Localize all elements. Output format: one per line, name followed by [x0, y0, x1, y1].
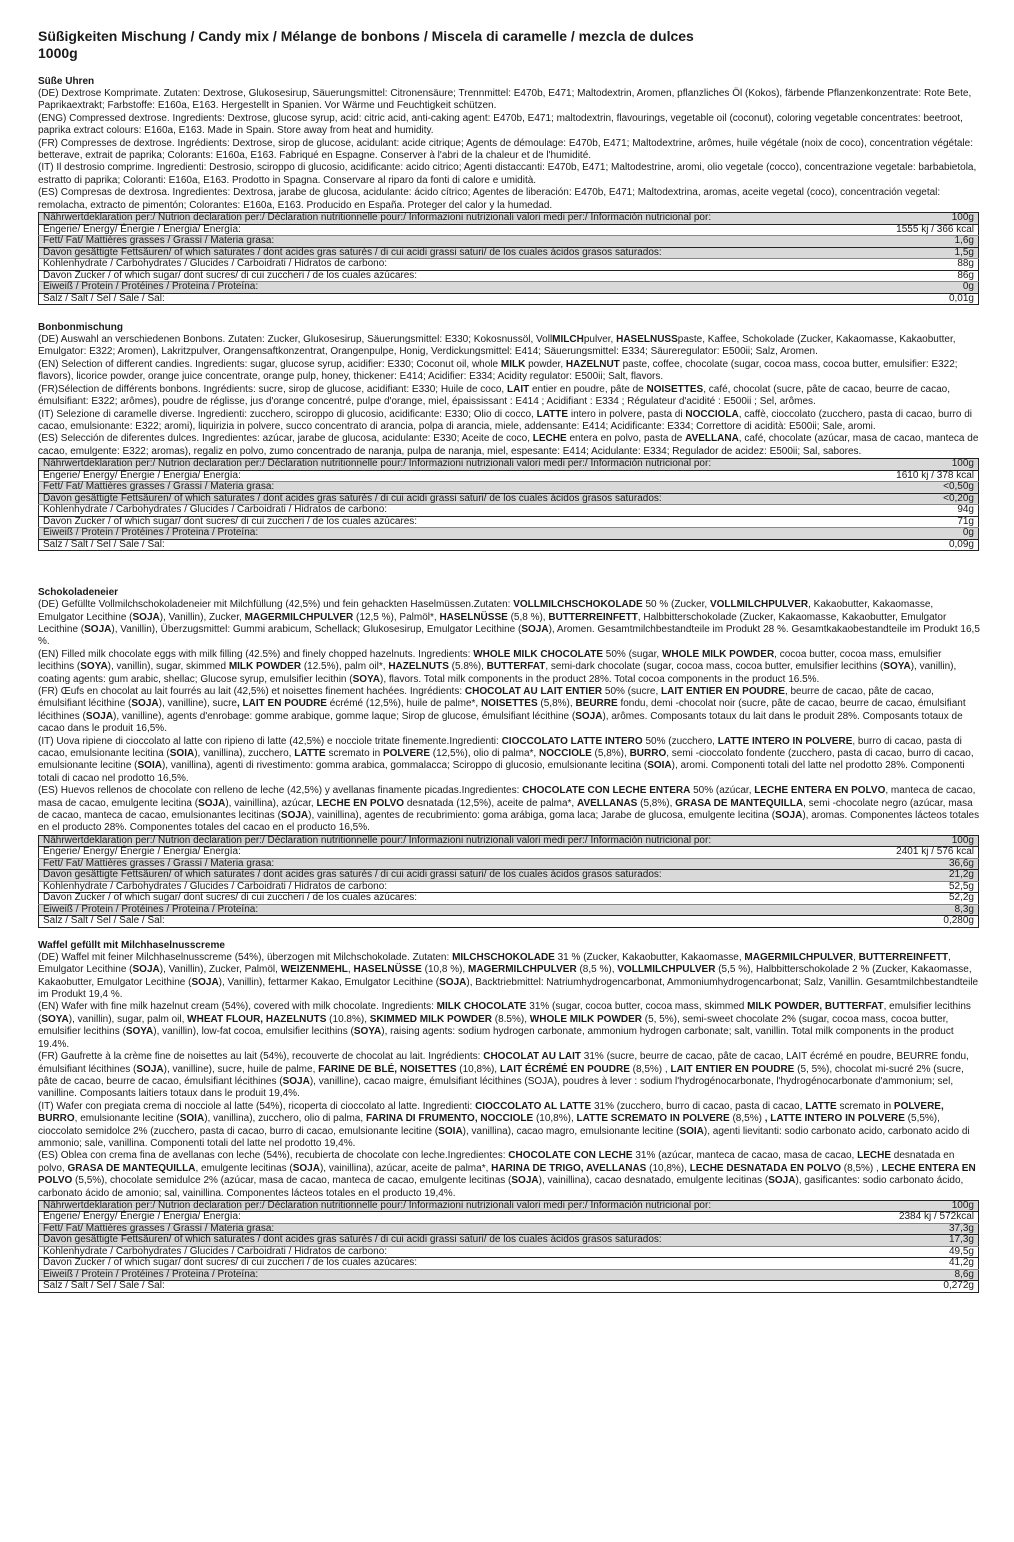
allergen-text: SOIA: [179, 1113, 205, 1125]
nutrition-value: 1,6g: [830, 236, 979, 248]
nutrition-label: Davon gesättigte Fettsäuren/ of which saturates / dont acides gras saturés / di cui acidi grassi saturi/ de los cuales ácidos grasos saturados:: [39, 1235, 831, 1247]
nutrition-label: Kohlenhydrate / Carbohydrates / Glucides / Carboidrati / Hidratos de carbono:: [39, 1246, 831, 1258]
allergen-text: FARINE DE BLÉ, NOISETTES: [318, 1063, 457, 1075]
nutrition-label: Engerie/ Energy/ Énergie / Energia/ Energía:: [39, 1212, 831, 1224]
allergen-text: BUTTERFAT: [486, 661, 546, 673]
allergen-text: FARINA DI FRUMENTO, NOCCIOLE: [365, 1113, 534, 1125]
nutrition-value: 100g: [830, 1200, 979, 1212]
allergen-text: MAGERMILCHPULVER: [467, 964, 577, 976]
fat-row: [39, 858, 979, 870]
saturated-fat-row: [39, 247, 979, 259]
allergen-text: BEURRE: [575, 698, 618, 710]
nutrition-label: Salz / Salt / Sel / Sale / Sal:: [43, 538, 165, 550]
ingredients-paragraph: (EN) Wafer with fine milk hazelnut cream (54%), covered with milk chocolate. Ingredients: MILK CHOCOLATE 31% (sugar, cocoa butter, cocoa mass, skimmed MILK POWDER, BUTTERFAT, emulsifier lecithins (SOYA), vanillin), sugar, palm oil, WHEAT FLOUR, HAZELNUTS (10.8%), SKIMMED MILK POWDER (8.5%), WHOLE MILK POWDER (5, 5%), semi-sweet chocolate 2% (sugar, cocoa mass, cocoa butter, emulsifier lecithins (SOYA), vanillin), low-fat cocoa, emulsifier lecithins (SOYA), raising agents: sodium hydrogen carbonate, ammonium hydrogen carbonate; salt, vanillin. Total milk components in the product 19.4%.: [38, 1001, 971, 1050]
allergen-text: CIOCCOLATO AL LATTE: [475, 1100, 592, 1112]
nutrition-label: Eiweiß / Protein / Protéines / Proteina / Proteína:: [39, 1269, 831, 1281]
fat-row: [39, 482, 979, 494]
allergen-text: SOJA: [280, 810, 309, 822]
nutrition-value: 8,3g: [830, 904, 979, 916]
ingredients-paragraph: (IT) Uova ripiene di cioccolato al latte con ripieno di latte (42,5%) e nocciole tritate finemente.Ingredienti: CIOCCOLATO LATTE INTERO 50% (zucchero, LATTE INTERO IN POLVERE, burro di cacao, pasta di cacao, emulsionante lecitina (SOIA), vanillina), zucchero, LATTE scremato in POLVERE (12,5%), olio di palma*, NOCCIOLE (5,8%), BURRO, semi -cioccolato fondente (zucchero, pasta di cacao, burro di cacao, emulsionante lecitine (SOIA), vanillina), agenti di rivestimento: gomma arabica, gommalacca; Sciroppo di glucosio, emulsionante lecitina (SOIA), aromi. Componenti totali del latte nel prodotto 28%. Componenti totali di cacao nel prodotto 16,5%.: [38, 735, 974, 784]
nutrition-label: Eiweiß / Protein / Protéines / Proteina / Proteína:: [39, 528, 831, 540]
carbohydrates-row: [39, 1246, 979, 1258]
salt-row: [39, 916, 979, 928]
nutrition-value: 17,3g: [830, 1235, 979, 1247]
nutrition-value: 2384 kj / 572kcal: [830, 1212, 979, 1224]
nutrition-label: Fett/ Fat/ Mattières grasses / Grassi / Materia grasa:: [39, 858, 831, 870]
nutrition-value: 36,6g: [830, 858, 979, 870]
nutrition-value: 52,2g: [830, 893, 979, 905]
allergen-text: SOJA: [132, 964, 160, 976]
allergen-text: BUTTERREINFETT: [548, 611, 638, 623]
allergen-text: CHOCOLATE CON LECHE: [508, 1150, 633, 1162]
allergen-text: WHOLE MILK CHOCOLATE: [473, 648, 604, 660]
ingredients-paragraph: (IT) Wafer con pregiata crema di nocciole al latte (54%), ricoperta di cioccolato al latte. Ingredienti: CIOCCOLATO AL LATTE 31% (zucchero, burro di cacao, pasta di cacao, LATTE scremato in POLVERE, BURRO, emulsionante lecitine (SOIA), vanillina), zucchero, olio di palma, FARINA DI FRUMENTO, NOCCIOLE (10,8%), LATTE SCREMATO IN POLVERE (8,5%) , LATTE INTERO IN POLVERE (5,5%), cioccolato semidolce 2% (zucchero, pasta di cacao, burro di cacao, emulsionante lecitine (SOIA), vanillina), cacao magro, emulsionante lecitine (SOIA), agenti lievitanti: sodio carbonato acido, carbonato acido di ammonio; sale, vanillina. Componenti totali del latte nel prodotto 19,4%.: [38, 1100, 970, 1149]
allergen-text: SOIA: [438, 1125, 463, 1137]
allergen-text: LATTE: [805, 1100, 837, 1112]
nutrition-label: Kohlenhydrate / Carbohydrates / Glucides / Carboidrati / Hidratos de carbono:: [39, 881, 831, 893]
sugar-row: [39, 516, 979, 528]
nutrition-label: Salz / Salt / Sel / Sale / Sal:: [43, 915, 165, 927]
ingredients-paragraph: (FR) Compresses de dextrose. Ingrédients: Dextrose, sirop de glucose, acidulant: acide citrique; Agents de démoulage: E470b, E471; Maltodextrine, arômes, huile végétale (noix de coco), concentration végétale: betterave, extrait de paprika; Colorants: E160a, E163. Fabriqué en Espagne. Conserver à l'abri de la chaleur et de l'humidité.: [38, 137, 973, 162]
title-line-2: 1000g: [38, 45, 78, 61]
nutrition-label: Davon gesättigte Fettsäuren/ of which saturates / dont acides gras saturés / di cui acidi grassi saturi/ de los cuales ácidos grasos saturados:: [39, 247, 831, 259]
ingredients-paragraph: (DE) Gefüllte Vollmilchschokoladeneier mit Milchfüllung (42,5%) und fein gehackten Haselmüssen.Zutaten: VOLLMILCHSCHOKOLADE 50 % (Zucker, VOLLMILCHPULVER, Kakaobutter, Kakaomasse, Emulgator Lecithine (SOJA), Vanillin), Zucker, MAGERMILCHPULVER (12,5 %), Palmöl*, HASELNÜSSE (5,8 %), BUTTERREINFETT, Halbbitterschokolade (Zucker, Kakaomasse, Kakaobutter, Emulgator Lecithine (SOJA), Vanillin), Überzugsmittel: Gummi arabicum, Schellack; Glukosesirup, Emulgator Lecithine (SOJA), Aromen. Gesamtmilchbestandteile im Produkt 28 %. Gesamtkakaobestandteile im Produkt 16,5 %.: [38, 599, 980, 648]
protein-row: [39, 904, 979, 916]
allergen-text: WHEAT FLOUR, HAZELNUTS: [187, 1013, 327, 1025]
allergen-text: MILCH: [552, 334, 584, 346]
nutrition-label: Nährwertdeklaration per:/ Nutrion declaration per:/ Déclaration nutritionnelle pour:/ Informazioni nutrizionali valori medi per:/ Información nutricional por:: [39, 459, 831, 471]
saturated-fat-row: [39, 493, 979, 505]
nutrition-label: Davon gesättigte Fettsäuren/ of which saturates / dont acides gras saturés / di cui acidi grassi saturi/ de los cuales ácidos grasos saturados:: [39, 493, 831, 505]
product-section: [38, 76, 980, 305]
nutrition-value: 88g: [830, 259, 979, 271]
nutrition-label: Eiweiß / Protein / Protéines / Proteina / Proteína:: [39, 904, 831, 916]
allergen-text: SOIA: [647, 760, 672, 772]
ingredients-paragraph: (IT) Il destrosio comprime. Ingredienti: Destrosio, sciroppo di glucosio, acidificante: acido citrico; Agenti distaccanti: E470b, E471; Maltodestrine, aromi, olio vegetale (cocco), concentrazione vegetale: barbabietola, estratto di paprika; Coloranti: E160a, E163. Prodotto in Spagna. Conservare al riparo da fonti di calore e umidità.: [38, 162, 977, 186]
carbohydrates-row: [39, 505, 979, 517]
nutrition-label: Salz / Salt / Sel / Sale / Sal:: [43, 1280, 165, 1292]
allergen-text: SOJA: [136, 1063, 164, 1075]
allergen-text: SOJA: [132, 611, 160, 623]
allergen-text: SOYA: [41, 1013, 69, 1025]
carbohydrates-row: [39, 259, 979, 271]
sugar-row: [39, 893, 979, 905]
nutrition-value: 0,280g: [943, 915, 974, 927]
nutrition-label: Davon Zucker / of which sugar/ dont sucres/ di cui zuccheri / de los cuales azúcares:: [39, 516, 831, 528]
allergen-text: HAZELNUTS: [388, 661, 449, 673]
saturated-fat-row: [39, 1235, 979, 1247]
allergen-text: HASELNÜSSE: [439, 611, 508, 623]
nutrition-value: 8,6g: [830, 1269, 979, 1281]
allergen-text: SKIMMED MILK POWDER: [369, 1013, 492, 1025]
allergen-text: VOLLMILCHSCHOKOLADE: [513, 599, 643, 611]
allergen-text: VOLLMILCHPULVER: [617, 964, 716, 976]
nutrition-value: 37,3g: [830, 1223, 979, 1235]
protein-row: [39, 282, 979, 294]
salt-row: [39, 1281, 979, 1293]
allergen-text: CHOCOLAT AU LAIT ENTIER: [464, 685, 603, 697]
nutrition-label: Engerie/ Energy/ Énergie / Energia/ Energía:: [39, 470, 831, 482]
nutrition-header-row: [39, 459, 979, 471]
section-title: Waffel gefüllt mit Milchhaselnusscreme: [38, 939, 225, 951]
nutrition-label: Fett/ Fat/ Mattières grasses / Grassi / Materia grasa:: [39, 1223, 831, 1235]
nutrition-label: Nährwertdeklaration per:/ Nutrion declaration per:/ Déclaration nutritionnelle pour:/ Informazioni nutrizionali valori medi per:/ Información nutricional por:: [39, 835, 831, 847]
product-section: [38, 940, 980, 1293]
product-sections: [38, 76, 980, 1293]
allergen-text: MILCHSCHOKOLADE: [452, 951, 555, 963]
allergen-text: MAGERMILCHPULVER: [744, 951, 854, 963]
allergen-text: LAIT ENTIER EN POUDRE: [670, 1063, 795, 1075]
nutrition-label: Kohlenhydrate / Carbohydrates / Glucides / Carboidrati / Hidratos de carbono:: [39, 505, 831, 517]
allergen-text: SOJA: [191, 976, 219, 988]
nutrition-table: [38, 1200, 979, 1293]
allergen-text: SOJA: [198, 797, 226, 809]
allergen-text: VOLLMILCHPULVER: [709, 599, 809, 611]
allergen-text: POLVERE, BURRO: [38, 1100, 944, 1125]
allergen-text: AVELLANA: [685, 433, 739, 445]
nutrition-label: Engerie/ Energy/ Énergie / Energia/ Energía:: [39, 847, 831, 859]
allergen-text: SOJA: [775, 810, 803, 822]
ingredients-paragraph: (DE) Auswahl an verschiedenen Bonbons. Zutaten: Zucker, Glukosesirup, Säuerungsmittel: E330; Kokosnussöl, VollMILCHpulver, HASELNUSSpaste, Kaffee, Schokolade (Zucker, Kakaomasse, Kakaobutter, Emulgator: E322; Aromen), Lakritzpulver, Orangensaftkonzentrat, Orangenpulpe, Honig, Verdickungsmittel: E414; Säuerungsmittel: E334; Säureregulator: E500ii; Salz, Aromen.: [38, 334, 956, 358]
allergen-text: NOISETTES: [480, 698, 538, 710]
allergen-text: NOCCIOLA: [685, 408, 739, 420]
allergen-text: LAIT ENTIER EN POUDRE: [661, 685, 785, 697]
allergen-text: LECHE: [857, 1150, 892, 1162]
nutrition-value: 100g: [830, 213, 979, 225]
energy-row: [39, 847, 979, 859]
carbohydrates-row: [39, 881, 979, 893]
nutrition-label: Davon Zucker / of which sugar/ dont sucres/ di cui zuccheri / de los cuales azúcares:: [39, 893, 831, 905]
allergen-text: SOJA: [282, 1075, 310, 1087]
allergen-text: LATTE SCREMATO IN POLVERE: [576, 1113, 730, 1125]
ingredients-paragraph: (ES) Selección de diferentes dulces. Ingredientes: azúcar, jarabe de glucosa, acidulante: E330; Aceite de coco, LECHE entera en polvo, pasta de AVELLANA, café, chocolate (azúcar, masa de cacao, manteca de cacao, emulgente: E322; aromas), regaliz en polvo, zumo concentrado de naranja, pulpa de naranja, miel, espesante: E414; Acidulante: E334; Regulador de acidez: E500ii; Sal, sabores.: [38, 433, 979, 457]
fat-row: [39, 236, 979, 248]
allergen-text: LAIT: [506, 383, 530, 395]
nutrition-value: 86g: [830, 270, 979, 282]
nutrition-label: Fett/ Fat/ Mattières grasses / Grassi / Materia grasa:: [39, 236, 831, 248]
ingredients-paragraph: (ES) Oblea con crema fina de avellanas con leche (54%), recubierta de chocolate con leche.Ingredientes: CHOCOLATE CON LECHE 31% (azúcar, manteca de cacao, masa de cacao, LECHE desnatada en polvo, GRASA DE MANTEQUILLA, emulgente lecitinas (SOJA), vainillina), azúcar, aceite de palma*, HARINA DE TRIGO, AVELLANAS (10,8%), LECHE DESNATADA EN POLVO (8,5%) , LECHE ENTERA EN POLVO (5,5%), chocolate semidulce 2% (azúcar, masa de cacao, manteca de cacao, emulgente lecitinas (SOJA), vainillina), cacao desnatado, emulgente lecitinas (SOJA), gasificantes: sodio carbonato ácido, carbonato ácido de amonio; sal, vainillina. Componentes lácteos totales en el producto 19,4%.: [38, 1150, 976, 1199]
allergen-text: SOYA: [883, 661, 911, 673]
allergen-text: MILK POWDER, BUTTERFAT: [747, 1001, 884, 1013]
allergen-text: LECHE EN POLVO: [316, 797, 405, 809]
allergen-text: WHOLE MILK POWDER: [661, 648, 775, 660]
ingredients-paragraph: (EN) Selection of different candies. Ingredients: sugar, glucose syrup, acidifier: E330; Coconut oil, whole MILK powder, HAZELNUT paste, coffee, chocolate (sugar, cocoa mass, cocoa butter, emulsifier: E322; flavors), licorice powder, orange juice concentrate, orange pulp, honey, thickener: E414; Acidifier: E334; Acidity regulator: E500ii; Salt, flavors.: [38, 358, 958, 383]
nutrition-label: Eiweiß / Protein / Protéines / Proteina / Proteína:: [39, 282, 831, 294]
nutrition-label: Davon Zucker / of which sugar/ dont sucres/ di cui zuccheri / de los cuales azúcares:: [39, 1258, 831, 1270]
allergen-text: MILK POWDER: [228, 661, 302, 673]
sugar-row: [39, 1258, 979, 1270]
nutrition-label: Davon gesättigte Fettsäuren/ of which saturates / dont acides gras saturés / di cui acidi grassi saturi/ de los cuales ácidos grasos saturados:: [39, 870, 831, 882]
allergen-text: LECHE: [532, 433, 567, 445]
allergen-text: SOIA: [679, 1125, 704, 1137]
nutrition-value: 1610 kj / 378 kcal: [830, 470, 979, 482]
allergen-text: SOJA: [768, 1175, 796, 1187]
allergen-text: MAGERMILCHPULVER: [244, 611, 354, 623]
protein-row: [39, 1269, 979, 1281]
allergen-text: MILK CHOCOLATE: [436, 1001, 527, 1013]
ingredients-paragraph: (FR)Sélection de différents bonbons. Ingrédients: sucre, sirop de glucose, acidifiant: E330; Huile de coco, LAIT entier en poudre, pâte de NOISETTES, café, chocolat (sucre, pâte de cacao, beurre de cacao, émulsifiant: E322; arômes), poudre de réglisse, jus d'orange concentré, pulpe d'orange, miel, épaississant : E414 ; Acidifiant : E334 ; Régulateur d'acidité : E500ii ; Sel, arômes.: [38, 383, 951, 408]
allergen-text: HASELNUSS: [616, 334, 678, 346]
allergen-text: SOYA: [353, 1026, 382, 1038]
ingredients-paragraph: (FR) Gaufrette à la crème fine de noisettes au lait (54%), recouverte de chocolat au lait. Ingrédients: CHOCOLAT AU LAIT 31% (sucre, beurre de cacao, pâte de cacao, LAIT écrémé en poudre, BEURRE fondu, émulsifiant lécithines (SOJA), vanilline), sucre, huile de palme, FARINE DE BLÉ, NOISETTES (10,8%), LAIT ÉCRÉMÉ EN POUDRE (8,5%) , LAIT ENTIER EN POUDRE (5, 5%), chocolat mi-sucré 2% (sucre, pâte de cacao, beurre de cacao, émulsifiant lécithines (SOJA), vanilline), cacao maigre, émulsifiant lécithines (SOJA), poudres à lever : sodium l'hydrogénocarbonate, l'hydrogénocarbonate d'ammonium; sel, vanilline. Composants laitiers totaux dans le produit 19,4%.: [38, 1051, 969, 1100]
energy-row: [39, 224, 979, 236]
allergen-text: SOJA: [131, 698, 159, 710]
allergen-text: SOYA: [80, 661, 108, 673]
allergen-text: SOIA: [137, 760, 162, 772]
section-title: Bonbonmischung: [38, 322, 123, 334]
nutrition-value: 52,5g: [830, 881, 979, 893]
nutrition-header-row: [39, 213, 979, 225]
product-section: [38, 322, 980, 551]
nutrition-value: 1555 kj / 366 kcal: [830, 224, 979, 236]
allergen-text: WHOLE MILK POWDER: [529, 1013, 642, 1025]
allergen-text: HARINA DE TRIGO, AVELLANAS: [491, 1162, 647, 1174]
allergen-text: , LAIT EN POUDRE: [236, 698, 327, 710]
nutrition-value: <0,20g: [830, 493, 979, 505]
nutrition-value: <0,50g: [830, 482, 979, 494]
allergen-text: LATTE: [294, 748, 326, 759]
ingredients-paragraph: (IT) Selezione di caramelle diverse. Ingredienti: zucchero, sciroppo di glucosio, acidificante: E330; Olio di cocco, LATTE intero in polvere, pasta di NOCCIOLA, caffè, cioccolato (zucchero, pasta di cacao, burro di cacao, emulsionante: E322; aromi), liquirizia in polvere, succo concentrato di arancia, polpa di arancia, miele, addensante: E414; Acidificante: E334; Correttore di acidità: E500ii; Sale, aromi.: [38, 408, 972, 432]
allergen-text: SOJA: [84, 623, 112, 635]
allergen-text: GRASA DE MANTEQUILLA: [67, 1162, 196, 1174]
protein-row: [39, 528, 979, 540]
allergen-text: AVELLANAS: [576, 797, 638, 809]
nutrition-value: 100g: [830, 835, 979, 847]
allergen-text: SOJA: [575, 710, 603, 722]
nutrition-value: 2401 kj / 576 kcal: [830, 847, 979, 859]
allergen-text: SOIA: [169, 748, 195, 759]
allergen-text: LECHE ENTERA EN POLVO: [754, 785, 886, 797]
nutrition-value: 0,01g: [948, 292, 974, 304]
section-title: Schokoladeneier: [38, 587, 119, 599]
allergen-text: CHOCOLATE CON LECHE ENTERA: [522, 785, 691, 797]
fat-row: [39, 1223, 979, 1235]
allergen-text: NOCCIOLE: [538, 748, 592, 759]
nutrition-value: 0g: [830, 282, 979, 294]
allergen-text: CIOCCOLATO LATTE INTERO: [501, 735, 643, 747]
ingredients-paragraph: (ENG) Compressed dextrose. Ingredients: Dextrose, glucose syrup, acid: citric acid, anti-caking agent: E470b, E471; maltodextrin, flavourings, vegetable oil (coconut), coloring vegetable concentrates: beetroot, paprika extract colours: E160a, E163. Made in Spain. Store away from heat and humidity.: [38, 112, 963, 137]
allergen-text: MILK: [500, 358, 526, 370]
allergen-text: SOJA: [85, 710, 114, 722]
nutrition-table: [38, 458, 979, 551]
product-section: [38, 587, 980, 928]
nutrition-value: 71g: [830, 516, 979, 528]
salt-row: [39, 293, 979, 305]
allergen-text: NOISETTES: [646, 383, 704, 395]
allergen-text: BUTTERREINFETT: [858, 951, 949, 963]
allergen-text: LECHE DESNATADA EN POLVO: [689, 1162, 842, 1174]
allergen-text: LECHE ENTERA EN POLVO: [38, 1162, 976, 1187]
nutrition-value: 94g: [830, 505, 979, 517]
allergen-text: LATTE: [536, 408, 569, 420]
allergen-text: GRASA DE MANTEQUILLA: [675, 797, 804, 809]
allergen-text: SOJA: [439, 976, 467, 988]
nutrition-label: Salz / Salt / Sel / Sale / Sal:: [43, 292, 165, 304]
allergen-text: LATTE INTERO IN POLVERE: [717, 735, 853, 747]
ingredients-paragraph: (ES) Huevos rellenos de chocolate con relleno de leche (42,5%) y avellanas finamente picadas.Ingredientes: CHOCOLATE CON LECHE ENTERA 50% (azúcar, LECHE ENTERA EN POLVO, manteca de cacao, masa de cacao, emulgente lecitina (SOJA), vainillina), azúcar, LECHE EN POLVO desnatada (12,5%), aceite de palma*, AVELLANAS (5,8%), GRASA DE MANTEQUILLA, semi -chocolate negro (azúcar, masa de cacao, manteca de cacao, emulsionantes lecitinas (SOJA), vainillina), agentes de recubrimiento: goma arábiga, goma laca; Jarabe de glucosa, emulgente lecitina (SOJA), aromas. Componentes lácteos totales en el producto 28%. Componentes totales del cacao en el producto 16,5%.: [38, 785, 980, 834]
allergen-text: HASELNÜSSE: [353, 964, 422, 976]
allergen-text: POLVERE: [382, 748, 431, 759]
nutrition-label: Engerie/ Energy/ Énergie / Energia/ Energía:: [39, 224, 831, 236]
nutrition-value: 0g: [830, 528, 979, 540]
saturated-fat-row: [39, 870, 979, 882]
nutrition-label: Fett/ Fat/ Mattières grasses / Grassi / Materia grasa:: [39, 482, 831, 494]
energy-row: [39, 470, 979, 482]
allergen-text: LAIT ÉCRÉMÉ EN POUDRE: [499, 1063, 630, 1075]
allergen-text: HAZELNUT: [565, 358, 620, 370]
salt-row: [39, 539, 979, 551]
energy-row: [39, 1212, 979, 1224]
sugar-row: [39, 270, 979, 282]
nutrition-label: Nährwertdeklaration per:/ Nutrion declaration per:/ Déclaration nutritionnelle pour:/ Informazioni nutrizionali valori medi per:/ Información nutricional por:: [39, 213, 831, 225]
nutrition-value: 0,09g: [948, 538, 974, 550]
section-title: Süße Uhren: [38, 76, 95, 87]
allergen-text: SOJA: [292, 1162, 320, 1174]
nutrition-value: 1,5g: [830, 247, 979, 259]
nutrition-value: 41,2g: [830, 1258, 979, 1270]
allergen-text: SOYA: [352, 673, 381, 685]
nutrition-table: [38, 212, 979, 305]
nutrition-value: 49,5g: [830, 1246, 979, 1258]
ingredients-paragraph: (EN) Filled milk chocolate eggs with milk filling (42.5%) and finely chopped hazelnuts. Ingredients: WHOLE MILK CHOCOLATE 50% (sugar, WHOLE MILK POWDER, cocoa butter, cocoa mass, emulsifier lecithins (SOYA), vanillin), sugar, skimmed MILK POWDER (12.5%), palm oil*, HAZELNUTS (5.8%), BUTTERFAT, semi-dark chocolate (sugar, cocoa mass, cocoa butter, emulsifier lecithins (SOYA), vanillin), coating agents: gum arabic, shellac; Glucose syrup, emulsifier lecithin (SOYA), flavors. Total milk components in the product 28%. Total cocoa components in the product 16.5%.: [38, 648, 957, 685]
allergen-text: SOJA: [521, 623, 549, 635]
allergen-text: WEIZENMEHL: [280, 964, 348, 976]
title-line-1: Süßigkeiten Mischung / Candy mix / Mélange de bonbons / Miscela di caramelle / mezcla de dulces: [38, 28, 694, 44]
ingredients-paragraph: (FR) Œufs en chocolat au lait fourrés au lait (42,5%) et noisettes finement hachées. Ingrédients: CHOCOLAT AU LAIT ENTIER 50% (sucre, LAIT ENTIER EN POUDRE, beurre de cacao, pâte de cacao, émulsifiant lécithine (SOJA), vanilline), sucre, LAIT EN POUDRE écrémé (12,5%), huile de palme*, NOISETTES (5,8%), BEURRE fondu, demi -chocolat noir (sucre, pâte de cacao, beurre de cacao, émulsifiant lécithines (SOJA), vanilline), agents d'enrobage: gomme arabique, gomme laque; Sirop de glucose, émulsifiant lécithine (SOJA), arômes. Composants totaux du lait dans le produit 28%. Composants totaux de cacao dans le produit 16,5%.: [38, 685, 966, 735]
nutrition-label: Nährwertdeklaration per:/ Nutrion declaration per:/ Déclaration nutritionnelle pour:/ Informazioni nutrizionali valori medi per:/ Información nutricional por:: [39, 1200, 831, 1212]
nutrition-label: Kohlenhydrate / Carbohydrates / Glucides / Carboidrati / Hidratos de carbono:: [39, 259, 831, 271]
allergen-text: CHOCOLAT AU LAIT: [483, 1051, 581, 1063]
page-title: [38, 28, 980, 62]
allergen-text: SOYA: [125, 1026, 154, 1038]
allergen-text: BURRO: [629, 748, 667, 759]
ingredients-paragraph: (DE) Dextrose Komprimate. Zutaten: Dextrose, Glukosesirup, Säuerungsmittel: Citronensäure; Trennmittel: E470b, E471; Maltodextrin, Aromen, pflanzliches Öl (Kokos), färbende Pflanzenkonzentrate: Rote Bete, Paprikaextrakt; Farbstoffe: E160a, E163. Hergestellt in Spanien. Vor Wärme und Feuchtigkeit schützen.: [38, 88, 972, 112]
allergen-text: SOJA: [511, 1175, 539, 1187]
nutrition-value: 21,2g: [830, 870, 979, 882]
ingredients-paragraph: (DE) Waffel mit feiner Milchhaselnusscreme (54%), überzogen mit Milchschokolade. Zutaten: MILCHSCHOKOLADE 31 % (Zucker, Kakaobutter, Kakaomasse, MAGERMILCHPULVER, BUTTERREINFETT, Emulgator Lecithine (SOJA), Vanillin), Zucker, Palmöl, WEIZENMEHL, HASELNÜSSE (10,8 %), MAGERMILCHPULVER (8,5 %), VOLLMILCHPULVER (5,5 %), Halbbitterschokolade 2 % (Zucker, Kakaomasse, Kakaobutter, Emulgator Lecithine (SOJA), Vanillin), fettarmer Kakao, Emulgator Lecithine (SOJA), Backtriebmittel: Natriumhydrogencarbonat, Ammoniumhydrogencarbonat; Salz, Vanillin. Gesamtmilchbestandteile im Produkt 19,4 %.: [38, 951, 979, 1001]
nutrition-label: Davon Zucker / of which sugar/ dont sucres/ di cui zuccheri / de los cuales azúcares:: [39, 270, 831, 282]
nutrition-value: 100g: [830, 459, 979, 471]
nutrition-table: [38, 835, 979, 928]
allergen-text: , LATTE INTERO IN POLVERE: [764, 1113, 905, 1125]
ingredients-paragraph: (ES) Compresas de dextrosa. Ingredientes: Dextrosa, jarabe de glucosa, acidulante: ácido cítrico; Agentes de liberación: E470b, E471; Maltodextrina, aromas, aceite vegetal (coco), concentración vegetal: remolacha, extracto de pimentón; Colorantes: E160a, E163. Producido en España. Proteger del calor y la humedad.: [38, 187, 941, 211]
nutrition-value: 0,272g: [943, 1280, 974, 1292]
